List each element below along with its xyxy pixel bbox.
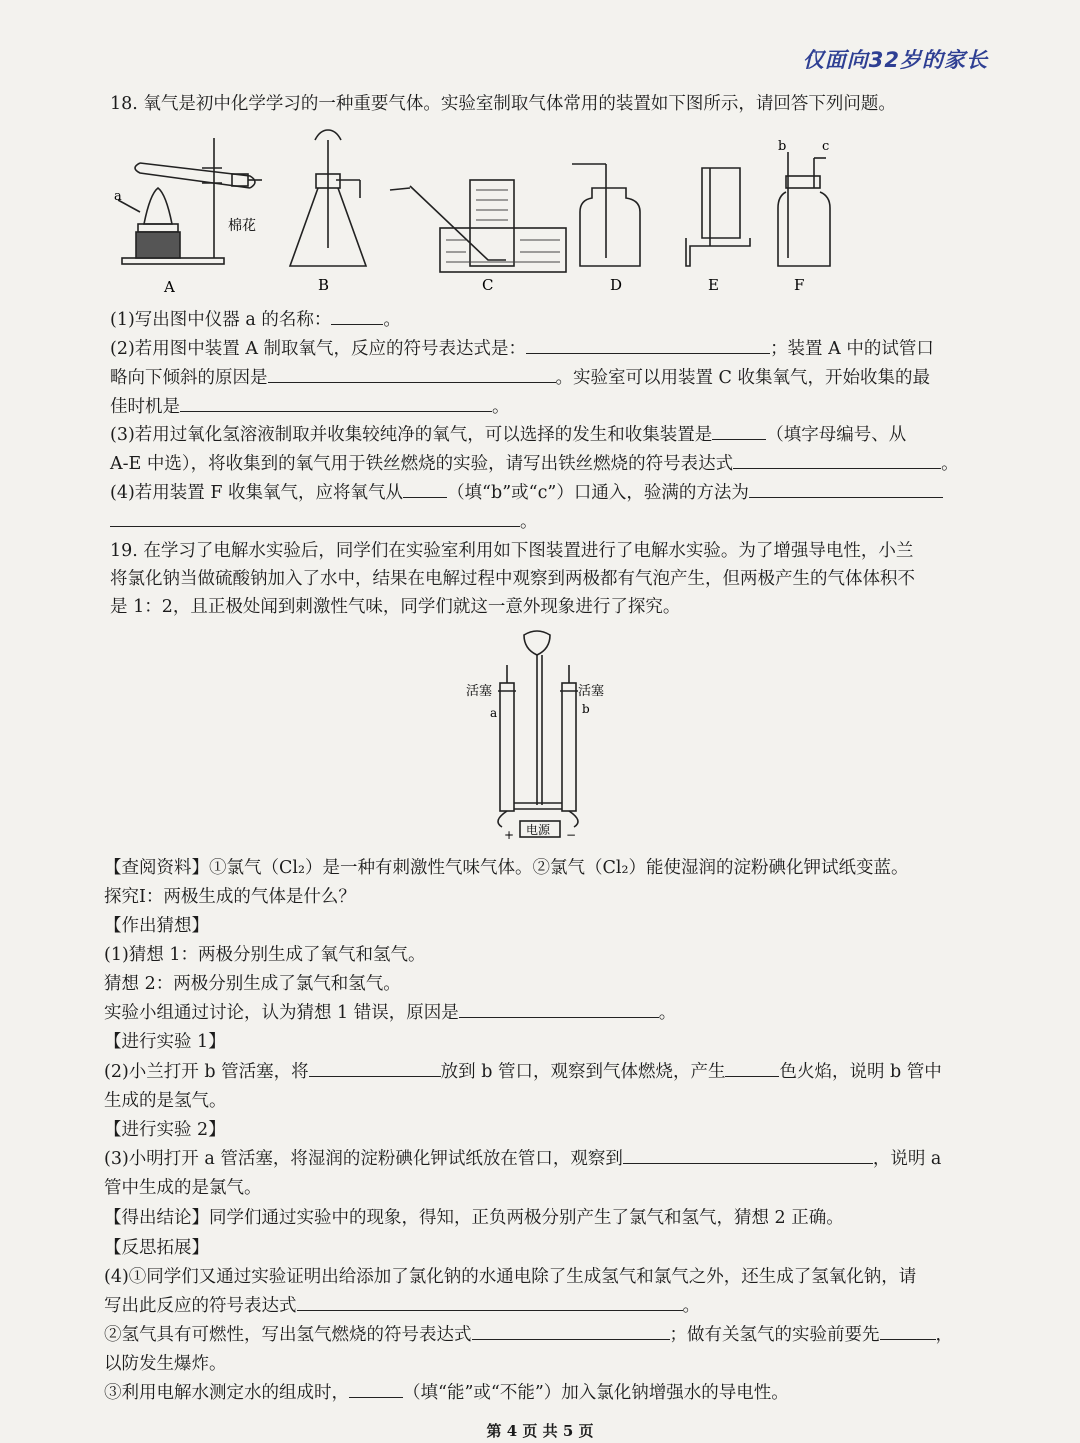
q19-reflect-title: 【反思拓展】 [104,1238,209,1258]
apparatus-f [778,152,830,266]
q19-hypothesis-reason: 实验小组通过讨论，认为猜想 1 错误，原因是 。 [104,1003,677,1023]
q19-reflect-2a: ②氢气具有可燃性，写出氢气燃烧的符号表达式 ；做有关氢气的实验前要先 ， [104,1325,953,1345]
q18-part2-line3: 佳时机是 。 [110,397,510,417]
label-plus: + [504,828,515,842]
page-footer: 第 4 页 共 5 页 [486,1422,594,1440]
q19-exp2-title: 【进行实验 2】 [104,1120,226,1140]
label-F: F [794,276,805,294]
q19-hypothesis-2: 猜想 2：两极分别生成了氯气和氢气。 [104,974,401,994]
label-E: E [708,276,719,294]
apparatus-d [572,164,640,266]
q19-exp2-line1: (3)小明打开 a 管活塞，将湿润的淀粉碘化钾试纸放在管口，观察到 ，说明 a [104,1149,942,1169]
q18-part4-line1: (4)若用装置 F 收集氧气，应将氧气从 （填“b”或“c”）口通入，验满的方法为 [110,481,990,505]
q19-reflect-3: ③利用电解水测定水的组成时， （填“能”或“不能”）加入氯化钠增强水的导电性。 [104,1383,789,1403]
answer-blank[interactable] [309,1060,441,1077]
label-stopcock-right: 活塞 [578,684,605,699]
q18-part1: (1)写出图中仪器 a 的名称： 。 [110,310,401,330]
apparatus-e [686,168,750,266]
q19-stem-line1: 19. 在学习了电解水实验后，同学们在实验室利用如下图装置进行了电解水实验。为了增强导电性，小兰 [110,541,914,561]
label-D: D [610,276,623,294]
q19-reflect-1a: (4)①同学们又通过实验证明出给添加了氯化钠的水通电除了生成氢气和氯气之外，还生成了氢氧化钠，请 [104,1267,917,1287]
q19-stem-line3: 是 1：2，且正极处闻到刺激性气味，同学们就这一意外现象进行了探究。 [110,597,681,617]
answer-blank[interactable] [733,452,941,469]
answer-blank[interactable] [180,395,492,412]
label-C: C [482,276,494,294]
label-b: b [778,139,787,154]
q19-reflect-2b: 以防发生爆炸。 [104,1354,227,1374]
q19-exp1-title: 【进行实验 1】 [104,1032,226,1052]
q19-stem-line2: 将氯化钠当做硫酸钠加入了水中，结果在电解过程中观察到两极都有气泡产生，但两极产生的气体体积不 [110,569,915,589]
answer-blank[interactable] [349,1381,403,1398]
answer-blank[interactable] [526,337,770,354]
answer-blank[interactable] [268,366,556,383]
label-cotton: 棉花 [228,218,256,234]
q18-part2-line2: 略向下倾斜的原因是 。实验室可以用装置 C 收集氧气，开始收集的最 [110,368,931,388]
label-B: B [318,276,330,294]
apparatus-a [118,138,262,264]
label-c: c [822,139,830,154]
q18-part3-line1: (3)若用过氧化氢溶液制取并收集较纯净的氧气，可以选择的发生和收集装置是 （填字母编号、从 [110,425,907,445]
label-tube-a: a [490,706,498,720]
answer-blank[interactable] [623,1147,873,1164]
answer-blank[interactable] [712,423,766,440]
label-a: a [114,189,122,204]
label-minus: − [566,828,577,842]
q19-hypothesis-1: (1)猜想 1：两极分别生成了氧气和氢气。 [104,945,426,965]
electrolysis-apparatus-figure [462,625,612,845]
q19-inquiry: 探究Ⅰ：两极生成的气体是什么？ [104,887,356,907]
q19-conclusion: 【得出结论】同学们通过实验中的现象，得知，正负两极分别产生了氯气和氢气，猜想 2 正确。 [104,1208,844,1228]
answer-blank[interactable] [331,308,383,325]
answer-blank[interactable] [472,1323,670,1340]
apparatus-b [290,130,366,266]
q19-exp1-line2: 生成的是氢气。 [104,1091,227,1111]
q19-hypothesis-title: 【作出猜想】 [104,916,209,936]
q18-stem: 18. 氧气是初中化学学习的一种重要气体。实验室制取气体常用的装置如下图所示，请回答下列问题。 [110,94,896,114]
answer-blank[interactable] [110,510,520,527]
answer-blank[interactable] [459,1001,659,1018]
q19-exp2-line2: 管中生成的是氯气。 [104,1178,262,1198]
q18-apparatus-figure [110,128,850,298]
label-A: A [164,278,175,296]
answer-blank[interactable] [403,481,447,498]
q18-part4-line2: 。 [110,510,990,534]
q19-reflect-1b: 写出此反应的符号表达式 。 [104,1296,700,1316]
answer-blank[interactable] [725,1060,779,1077]
apparatus-c [390,180,566,272]
q18-part2-line1: (2)若用图中装置 A 制取氧气，反应的符号表达式是： ；装置 A 中的试管口 [110,339,934,359]
watermark: 仅面向32岁的家长 [802,48,988,72]
label-power: 电源 [526,823,551,837]
label-tube-b: b [582,702,590,716]
q19-info: 【查阅资料】①氯气（Cl₂）是一种有刺激性气味气体。②氯气（Cl₂）能使湿润的淀粉碘化钾试纸变蓝。 [104,858,909,878]
q19-exp1-line1: (2)小兰打开 b 管活塞，将 放到 b 管口，观察到气体燃烧，产生 色火焰，说明 b 管中 [104,1062,942,1082]
q18-part3-line2: A-E 中选），将收集到的氧气用于铁丝燃烧的实验，请写出铁丝燃烧的符号表达式 。 [110,454,959,474]
label-stopcock-left: 活塞 [466,684,493,699]
answer-blank[interactable] [749,481,943,498]
answer-blank[interactable] [880,1323,936,1340]
answer-blank[interactable] [297,1294,683,1311]
